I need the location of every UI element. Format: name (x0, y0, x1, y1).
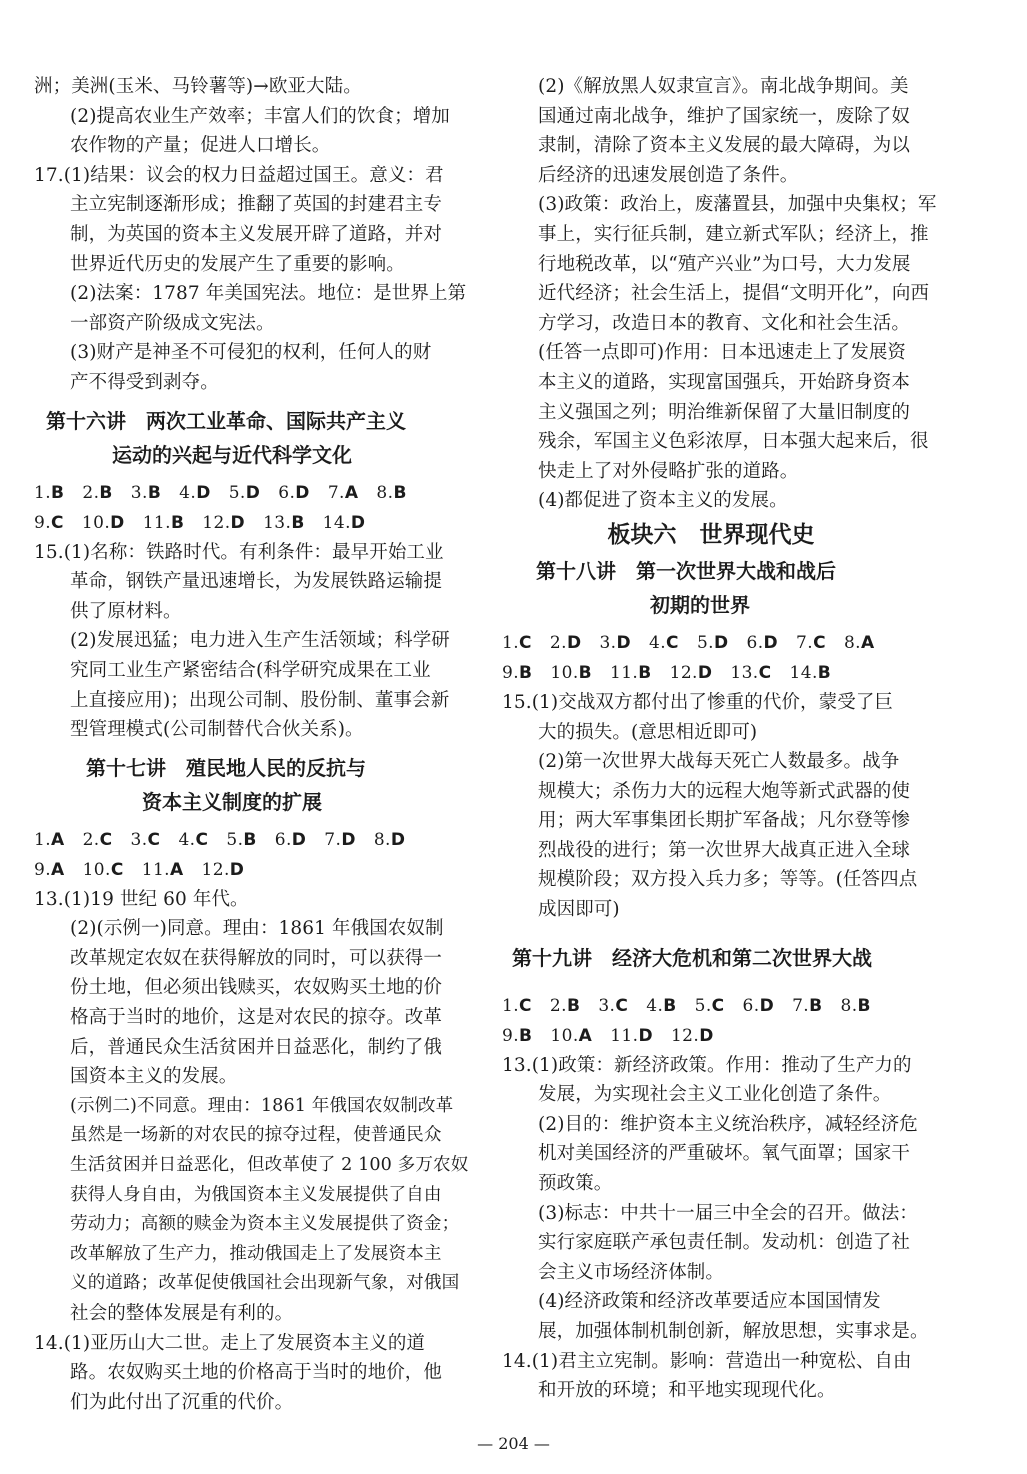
answer-item: 7.C (796, 632, 826, 653)
text-line: 方学习，改造日本的教育、文化和社会生活。 (538, 312, 911, 334)
text-line: 型管理模式(公司制替代合伙关系)。 (70, 719, 364, 741)
answer-item: 9.C (34, 512, 64, 533)
text-line: 一部资产阶级成文宪法。 (70, 312, 275, 334)
text-line: 预政策。 (538, 1173, 613, 1195)
answer-item: 10.C (82, 859, 124, 880)
text-line: 烈战役的进行；第一次世界大战真正进入全球 (538, 839, 911, 861)
text-line: 快走上了对外侵略扩张的道路。 (538, 460, 799, 482)
text-line: 革命，钢铁产量迅速增长，为发展铁路运输提 (70, 571, 443, 593)
answer-item: 5.D (696, 632, 729, 653)
answer-row (34, 478, 462, 508)
text-line: (2)目的：维护资本主义统治秩序，减轻经济危 (538, 1113, 918, 1135)
text-line: 份土地，但必须出钱赎买，农奴购买土地的价 (70, 977, 443, 999)
text-line: 后经济的迅速发展创造了条件。 (538, 164, 799, 186)
text-line: 究同工业生产紧密结合(科学研究成果在工业 (70, 659, 431, 681)
answer-item: 1.A (34, 829, 65, 850)
text-line: 规模大；杀伤力大的远程大炮等新式武器的使 (538, 780, 911, 802)
answer-item: 11.B (142, 512, 185, 533)
text-line: 国资本主义的发展。 (70, 1066, 238, 1088)
text-line: 机对美国经济的严重破坏。氧气面罩；国家干 (538, 1143, 911, 1165)
answer-item: 4.B (646, 995, 677, 1016)
text-line: 改革解放了生产力，推动俄国走上了发展资本主 (70, 1243, 442, 1264)
answer-item: 6.D (742, 995, 775, 1016)
answer-row (34, 508, 462, 538)
page-number: — 204 — (477, 1434, 550, 1453)
answer-item: 12.D (201, 859, 245, 880)
text-line: (4)经济政策和经济改革要适应本国国情发 (538, 1291, 881, 1313)
text-line: 13.(1)政策：新经济政策。作用：推动了生产力的 (502, 1054, 912, 1076)
text-line: 后，普通民众生活贫困并日益恶化，制约了俄 (70, 1036, 443, 1058)
answer-item: 3.B (130, 482, 162, 503)
text-line: 大的损失。(意思相近即可) (538, 721, 758, 743)
text-line: 本主义的道路，实现富国强兵，开始跻身资本 (538, 371, 911, 393)
text-line: 供了原材料。 (70, 600, 182, 622)
answer-item: 7.A (327, 482, 359, 503)
text-line: 事上，实行征兵制，建立新式军队；经济上，推 (538, 223, 929, 245)
answer-item: 7.B (792, 995, 823, 1016)
text-line: 洲；美洲(玉米、马铃薯等)→欧亚大陆。 (34, 76, 362, 97)
answer-item: 6.D (274, 829, 307, 850)
text-line: 主义强国之列；明治维新保留了大量旧制度的 (538, 401, 911, 423)
text-line: (3)政策：政治上，废藩置县，加强中央集权；军 (538, 194, 937, 216)
lecture-17-subtitle: 资本主义制度的扩展 (142, 789, 322, 814)
lecture-18-subtitle: 初期的世界 (650, 592, 750, 617)
answer-item: 8.B (840, 995, 871, 1016)
text-line: (3)财产是神圣不可侵犯的权利，任何人的财 (70, 342, 432, 364)
text-line: 们为此付出了沉重的代价。 (70, 1391, 294, 1413)
text-line: 规模阶段；双方投入兵力多；等等。(任答四点 (538, 869, 918, 891)
answer-item: 14.B (789, 662, 832, 683)
answer-row (502, 658, 920, 688)
answer-item: 3.C (130, 829, 161, 850)
text-line: 近代经济；社会生活上，提倡“文明开化”，向西 (538, 283, 930, 305)
text-line: 13.(1)19 世纪 60 年代。 (34, 888, 249, 910)
text-line: 15.(1)交战双方都付出了惨重的代价，蒙受了巨 (502, 691, 894, 713)
text-line: 世界近代历史的发展产生了重要的影响。 (70, 253, 405, 275)
text-line: 和开放的环境；和平地实现现代化。 (538, 1380, 836, 1402)
answer-item: 12.D (202, 512, 246, 533)
text-line: 改革规定农奴在获得解放的同时，可以获得一 (70, 947, 443, 969)
text-line: 实行家庭联产承包责任制。发动机：创造了社 (538, 1232, 911, 1254)
text-line: 获得人身自由，为俄国资本主义发展提供了自由 (70, 1184, 442, 1205)
lecture-16-subtitle: 运动的兴起与近代科学文化 (112, 442, 352, 467)
lecture-19-title: 第十九讲 经济大危机和第二次世界大战 (512, 945, 872, 970)
answer-item: 5.B (226, 829, 257, 850)
text-line: 发展，为实现社会主义工业化创造了条件。 (538, 1084, 892, 1106)
text-line: (2)《解放黑人奴隶宣言》。南北战争期间。美 (538, 76, 909, 97)
answer-item: 8.B (376, 482, 407, 503)
left-column (34, 72, 469, 1417)
answer-item: 1.C (502, 632, 532, 653)
text-line: 隶制，清除了资本主义发展的最大障碍，为以 (538, 135, 911, 157)
answer-item: 6.D (746, 632, 779, 653)
answer-item: 10.B (550, 662, 592, 683)
answer-item: 7.D (324, 829, 356, 850)
text-line: 成因即可) (538, 899, 620, 921)
answer-item: 10.A (550, 1025, 593, 1046)
text-line: 生活贫困并日益恶化，但改革使了 2 100 多万农奴 (70, 1155, 469, 1176)
answer-item: 12.D (669, 662, 713, 683)
answer-item: 1.B (34, 482, 65, 503)
text-line: 虽然是一场新的对农民的掠夺过程，使普通民众 (70, 1125, 442, 1146)
answer-item: 13.B (263, 512, 305, 533)
text-line: 行地税改革，以“殖产兴业”为口号，大力发展 (538, 253, 911, 275)
answer-item: 8.A (843, 632, 875, 653)
text-line: 义的道路；改革促使俄国社会出现新气象，对俄国 (70, 1273, 460, 1294)
answer-item: 13.C (730, 662, 772, 683)
answer-item: 10.D (81, 512, 125, 533)
right-column (502, 72, 937, 1406)
answer-item: 12.D (670, 1025, 714, 1046)
text-line: 上直接应用)；出现公司制、股份制、董事会新 (70, 689, 450, 711)
text-line: (2)(示例一)同意。理由：1861 年俄国农奴制 (70, 918, 444, 940)
answer-item: 2.C (82, 829, 113, 850)
answer-item: 9.B (502, 1025, 533, 1046)
text-line: (2)提高农业生产效率；丰富人们的饮食；增加 (70, 105, 450, 127)
answer-item: 2.D (549, 632, 582, 653)
text-line: (4)都促进了资本主义的发展。 (538, 490, 788, 512)
text-line: (任答一点即可)作用：日本迅速走上了发展资 (538, 342, 907, 364)
answer-item: 4.C (649, 632, 679, 653)
answer-row (502, 991, 920, 1021)
text-line: 用；两大军事集团长期扩军备战；凡尔登等惨 (538, 810, 911, 832)
section-title: 板块六 世界现代史 (607, 521, 815, 548)
answer-row (502, 1021, 920, 1051)
answer-item: 3.D (599, 632, 632, 653)
text-line: (3)标志：中共十一届三中全会的召开。做法： (538, 1202, 918, 1224)
answer-item: 3.C (598, 995, 629, 1016)
text-line: 会主义市场经济体制。 (538, 1261, 725, 1283)
text-line: 主立宪制逐渐形成；推翻了英国的封建君主专 (70, 194, 443, 216)
lecture-18-title: 第十八讲 第一次世界大战和战后 (536, 558, 836, 583)
answer-item: 5.C (694, 995, 725, 1016)
text-line: 国通过南北战争，维护了国家统一，废除了奴 (538, 105, 911, 127)
answer-row (34, 825, 462, 855)
text-line: 17.(1)结果：议会的权力日益超过国王。意义：君 (34, 164, 444, 186)
answer-item: 9.B (502, 662, 533, 683)
answer-item: 8.D (373, 829, 406, 850)
text-line: (2)发展迅猛；电力进入生产生活领域；科学研 (70, 630, 450, 652)
text-line: 劳动力；高额的赎金为资本主义发展提供了资金； (70, 1214, 460, 1235)
answer-item: 6.D (278, 482, 310, 503)
text-line: 路。农奴购买土地的价格高于当时的地价，他 (70, 1362, 443, 1384)
answer-item: 14.D (322, 512, 366, 533)
answer-item: 2.B (549, 995, 581, 1016)
text-line: 残余，军国主义色彩浓厚，日本强大起来后，很 (538, 431, 929, 453)
text-line: 格高于当时的地价，这是对农民的掠夺。改革 (70, 1007, 443, 1029)
text-line: 社会的整体发展是有利的。 (70, 1303, 294, 1324)
answer-item: 11.D (610, 1025, 653, 1046)
lecture-16-title: 第十六讲 两次工业革命、国际共产主义 (46, 408, 406, 433)
lecture-17-title: 第十七讲 殖民地人民的反抗与 (86, 755, 366, 780)
answer-item: 1.C (502, 995, 532, 1016)
answer-item: 9.A (34, 859, 65, 880)
text-line: (2)法案：1787 年美国宪法。地位：是世界上第 (70, 283, 467, 305)
text-line: 14.(1)亚历山大二世。走上了发展资本主义的道 (34, 1332, 426, 1354)
text-line: (2)第一次世界大战每天死亡人数最多。战争 (538, 751, 900, 773)
text-line: 制，为英国的资本主义发展开辟了道路，并对 (70, 223, 443, 245)
answer-row (502, 628, 920, 658)
answer-item: 4.D (179, 482, 211, 503)
text-line: (示例二)不同意。理由：1861 年俄国农奴制改革 (70, 1095, 454, 1116)
text-line: 农作物的产量；促进人口增长。 (70, 135, 331, 157)
answer-item: 11.A (141, 859, 184, 880)
text-line: 14.(1)君主立宪制。影响：营造出一种宽松、自由 (502, 1350, 912, 1372)
answer-item: 2.B (82, 482, 113, 503)
answer-item: 11.B (610, 662, 652, 683)
answer-item: 5.D (228, 482, 261, 503)
text-line: 15.(1)名称：铁路时代。有利条件：最早开始工业 (34, 541, 444, 563)
text-line: 产不得受到剥夺。 (70, 371, 219, 393)
answer-row (34, 855, 462, 885)
text-line: 展，加强体制机制创新，解放思想，实事求是。 (538, 1321, 929, 1342)
answer-item: 4.C (178, 829, 209, 850)
